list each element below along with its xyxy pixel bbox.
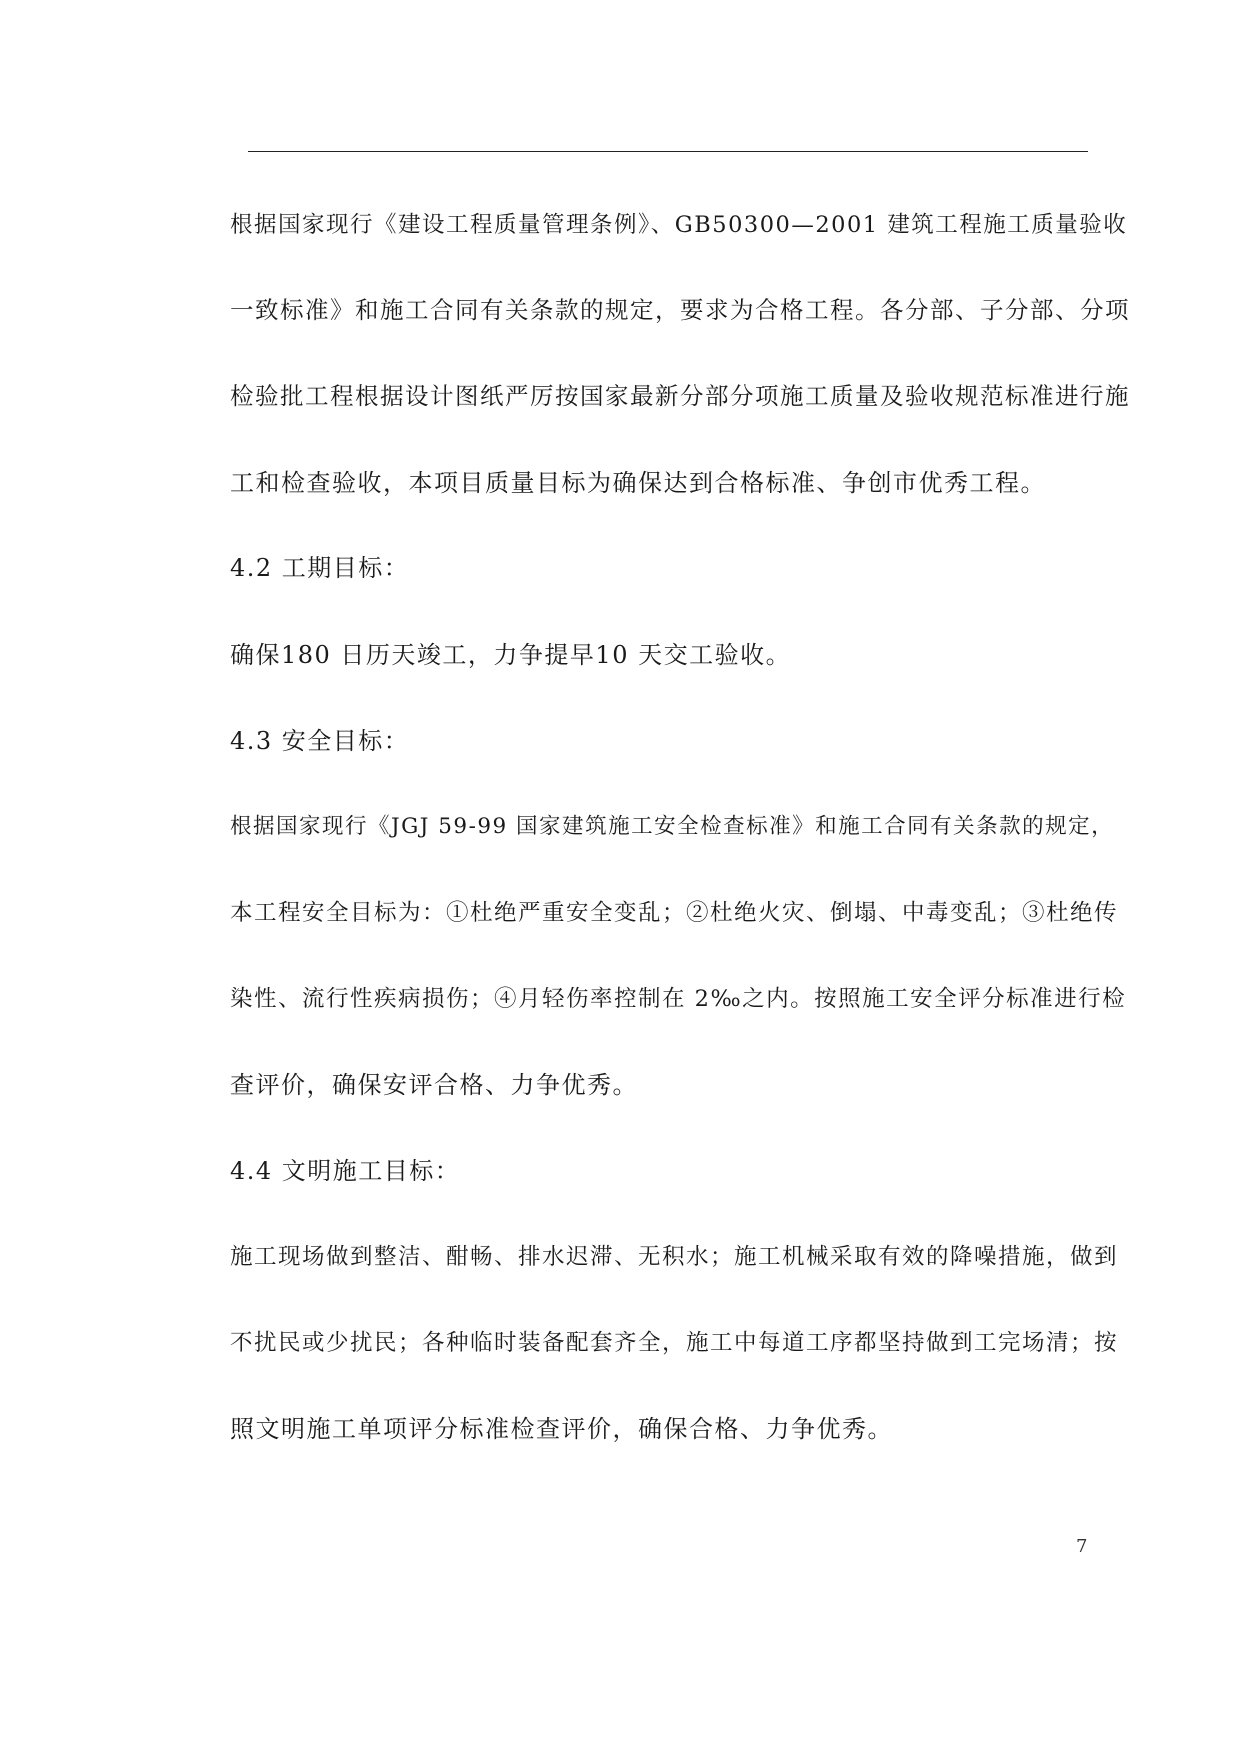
paragraph-line-3: 检验批工程根据设计图纸严厉按国家最新分部分项施工质量及验收规范标准进行施 [230, 382, 1130, 410]
paragraph-line-6: 确保180 日历天竣工，力争提早10 天交工验收。 [230, 641, 792, 669]
paragraph-line-11: 查评价，确保安评合格、力争优秀。 [230, 1071, 638, 1099]
page-number: 7 [1076, 1536, 1088, 1557]
paragraph-line-10: 染性、流行性疾病损伤；④月轻伤率控制在 2‰之内。按照施工安全评分标准进行检 [230, 986, 1127, 1012]
paragraph-line-8: 根据国家现行《JGJ 59-99 国家建筑施工安全检查标准》和施工合同有关条款的规定， [230, 814, 1115, 839]
paragraph-line-15: 照文明施工单项评分标准检查评价，确保合格、力争优秀。 [230, 1415, 893, 1443]
section-heading-4-4: 4.4 文明施工目标： [230, 1157, 461, 1185]
paragraph-line-9: 本工程安全目标为：①杜绝严重安全变乱；②杜绝火灾、倒塌、中毒变乱；③杜绝传 [230, 900, 1119, 926]
paragraph-line-2: 一致标准》和施工合同有关条款的规定，要求为合格工程。各分部、子分部、分项 [230, 296, 1130, 324]
paragraph-line-1: 根据国家现行《建设工程质量管理条例》、GB50300—2001 建筑工程施工质量验收 [230, 212, 1128, 238]
section-heading-4-2: 4.2 工期目标： [230, 554, 410, 582]
paragraph-line-13: 施工现场做到整洁、酣畅、排水迟滞、无积水；施工机械采取有效的降噪措施，做到 [230, 1244, 1119, 1270]
paragraph-line-14: 不扰民或少扰民；各种临时装备配套齐全，施工中每道工序都坚持做到工完场清；按 [230, 1330, 1119, 1356]
header-rule [248, 151, 1088, 152]
section-heading-4-3: 4.3 安全目标： [230, 727, 410, 755]
paragraph-line-4: 工和检查验收，本项目质量目标为确保达到合格标准、争创市优秀工程。 [230, 469, 1046, 497]
